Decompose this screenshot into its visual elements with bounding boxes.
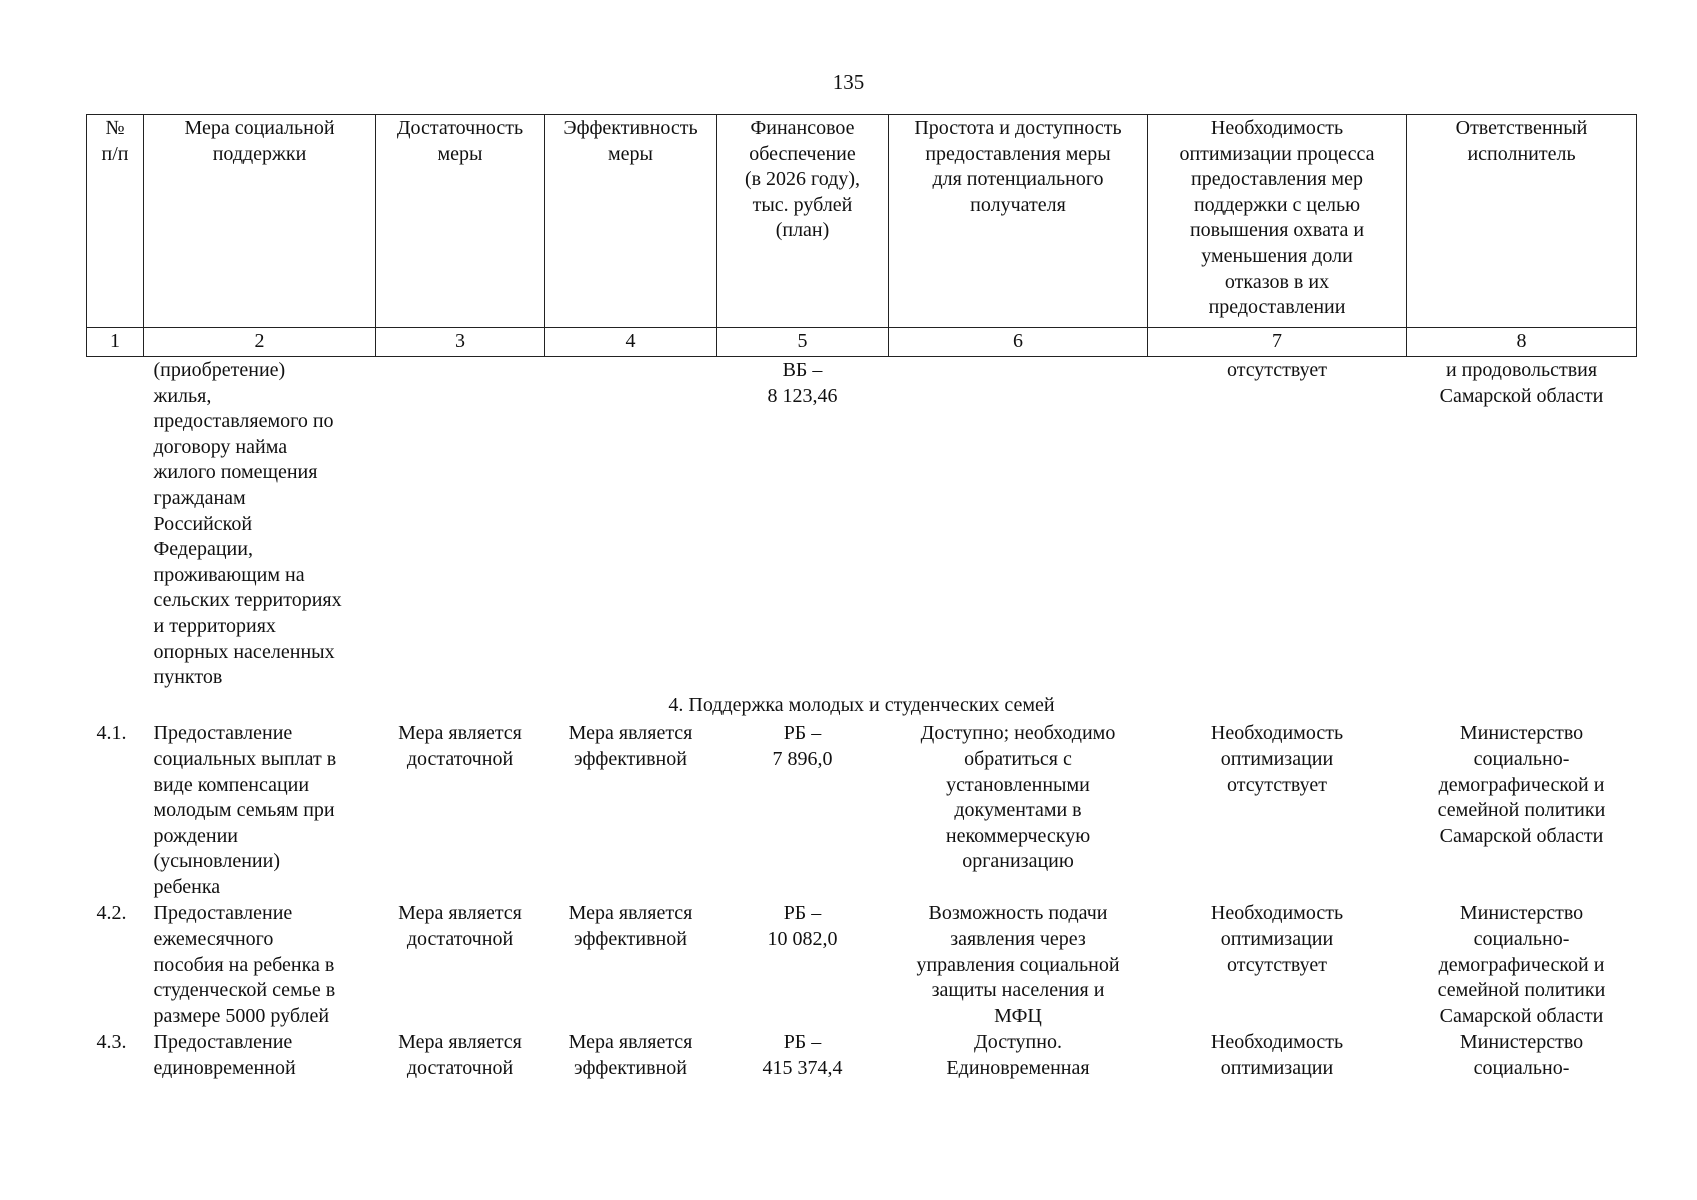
row-executor: Министерство социально- bbox=[1459, 1031, 1584, 1080]
page-number: 135 bbox=[832, 70, 865, 94]
header-measure: Мера социальной поддержки bbox=[144, 115, 376, 328]
header-number: № п/п bbox=[87, 115, 144, 328]
row-sufficiency bbox=[376, 357, 545, 691]
column-number: 2 bbox=[144, 328, 376, 357]
row-executor: Министерство социально- демографической и семейной политики Самарской области bbox=[1437, 902, 1606, 1027]
row-measure: Предоставление единовременной bbox=[153, 1031, 296, 1080]
row-financing: РБ – 415 374,4 bbox=[762, 1031, 843, 1080]
column-number: 6 bbox=[889, 328, 1148, 357]
row-accessibility: Доступно; необходимо обратиться с установленными документами в некоммерческую организацию bbox=[920, 722, 1116, 873]
row-accessibility: Доступно. Единовременная bbox=[946, 1031, 1090, 1080]
column-number: 8 bbox=[1407, 328, 1637, 357]
row-number bbox=[87, 357, 144, 691]
table-body bbox=[87, 357, 1637, 1082]
row-executor: Министерство социально- демографической и семейной политики Самарской области bbox=[1437, 722, 1606, 847]
row-measure: Предоставление социальных выплат в виде компенсации молодым семьям при рождении (усыновлении) ребенка bbox=[153, 722, 337, 898]
row-efficiency bbox=[545, 357, 717, 691]
row-measure: (приобретение) жилья, предоставляемого по договору найма жилого помещения гражданам Российской Федерации, проживающим на сельских территориях и территориях опорных населенных пунктов bbox=[153, 359, 342, 689]
row-number: 4.1. bbox=[96, 722, 127, 745]
table-row bbox=[87, 900, 1637, 1029]
header-sufficiency: Достаточность меры bbox=[376, 115, 545, 328]
header-accessibility: Простота и доступность предоставления меры для потенциального получателя bbox=[889, 115, 1148, 328]
row-financing: РБ – 10 082,0 bbox=[767, 902, 838, 951]
table-row-continuation bbox=[87, 357, 1637, 691]
header-optimization: Необходимость оптимизации процесса предоставления мер поддержки с целью повышения охвата и уменьшения доли отказов в их предоставлении bbox=[1148, 115, 1407, 328]
table-row bbox=[87, 1029, 1637, 1081]
row-optimization: Необходимость оптимизации отсутствует bbox=[1210, 722, 1344, 796]
column-number: 3 bbox=[376, 328, 545, 357]
row-executor: и продовольствия Самарской области bbox=[1439, 359, 1604, 407]
row-accessibility bbox=[889, 357, 1148, 691]
header-efficiency: Эффективность меры bbox=[545, 115, 717, 328]
row-number: 4.2. bbox=[96, 902, 127, 925]
row-optimization: Необходимость оптимизации bbox=[1210, 1031, 1344, 1080]
row-sufficiency: Мера является достаточной bbox=[398, 722, 522, 770]
section-title: 4. Поддержка молодых и студенческих семей bbox=[668, 693, 1055, 716]
row-financing: ВБ – 8 123,46 bbox=[767, 359, 838, 407]
column-number: 4 bbox=[545, 328, 717, 357]
row-optimization: отсутствует bbox=[1226, 359, 1328, 381]
row-accessibility: Возможность подачи заявления через управления социальной защиты населения и МФЦ bbox=[916, 902, 1120, 1027]
row-number: 4.3. bbox=[96, 1031, 127, 1054]
row-sufficiency: Мера является достаточной bbox=[398, 902, 522, 951]
header-executor: Ответственный исполнитель bbox=[1407, 115, 1637, 328]
column-number-row bbox=[87, 328, 1637, 357]
row-sufficiency: Мера является достаточной bbox=[398, 1031, 522, 1080]
row-efficiency: Мера является эффективной bbox=[568, 1031, 693, 1080]
social-support-table bbox=[86, 114, 1637, 1082]
row-optimization: Необходимость оптимизации отсутствует bbox=[1210, 902, 1344, 976]
column-number: 1 bbox=[87, 328, 144, 357]
row-measure: Предоставление ежемесячного пособия на ребенка в студенческой семье в размере 5000 рублей bbox=[153, 902, 336, 1027]
row-financing: РБ – 7 896,0 bbox=[772, 722, 833, 770]
header-row bbox=[87, 115, 1637, 328]
column-number: 5 bbox=[717, 328, 889, 357]
row-efficiency: Мера является эффективной bbox=[568, 722, 693, 770]
table-row bbox=[87, 720, 1637, 900]
row-efficiency: Мера является эффективной bbox=[568, 902, 693, 951]
table-header bbox=[87, 115, 1637, 357]
section-row bbox=[87, 691, 1637, 721]
header-financing: Финансовое обеспечение (в 2026 году), тыс. рублей (план) bbox=[717, 115, 889, 328]
column-number: 7 bbox=[1148, 328, 1407, 357]
